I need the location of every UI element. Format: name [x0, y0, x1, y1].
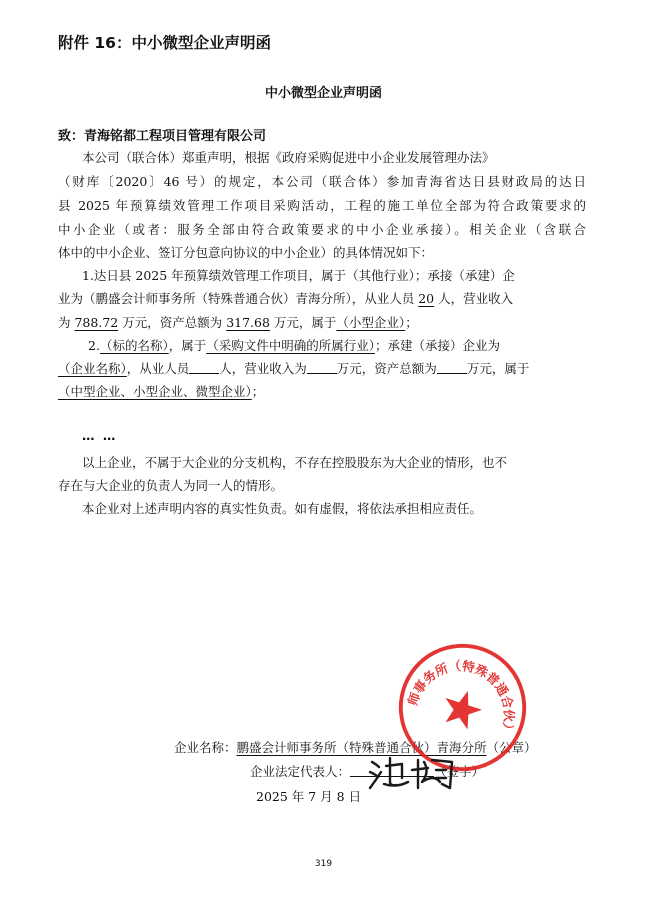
item2-line-2: （企业名称），从业人员 人，营业收入为 万元，资产总额为 万元，属于: [58, 361, 530, 376]
svg-text:鹏盛会计师事务所（特殊普通合伙）青海分所: [395, 640, 530, 738]
ellipsis: … …: [82, 428, 118, 443]
closing-line-2: 存在与大企业的负责人为同一人的情形。: [58, 478, 284, 493]
enterprise-types: （中型企业、小型企业、微型企业）: [58, 384, 252, 399]
seal-lettering: 鹏盛会计师事务所（特殊普通合伙）青海分所: [404, 658, 517, 738]
company-name: 鹏盛会计师事务所（特殊普通合伙）青海分所: [236, 740, 487, 755]
revenue-blank: [307, 360, 337, 374]
signing-date: 2025 年 7 月 8 日: [256, 789, 362, 804]
legal-rep-line: 企业法定代表人： （签字）: [250, 764, 485, 779]
closing-line-1: 以上企业，不属于大企业的分支机构，不存在控股股东为大企业的情形，也不: [82, 455, 508, 470]
intro-line-2: （财库〔2020〕46 号）的规定，本公司（联合体）参加青海省达日县财政局的达日: [58, 174, 586, 189]
intro-line-1: 本公司（联合体）郑重声明，根据《政府采购促进中小企业发展管理办法》: [82, 150, 495, 165]
item2-line-1: 2.（标的名称），属于（采购文件中明确的所属行业）；承建（承接）企业为: [88, 338, 500, 353]
intro-line-3: 县 2025 年预算绩效管理工作项目采购活动，工程的施工单位全部为符合政策要求的: [58, 198, 586, 213]
item1-line-1: 1.达日县 2025 年预算绩效管理工作项目，属于（其他行业）；承接（承建）企: [82, 268, 515, 283]
item1-line-2: 业为（鹏盛会计师事务所（特殊普通合伙）青海分所），从业人员 20 人，营业收入: [58, 291, 514, 306]
staff-blank: [189, 360, 219, 374]
enterprise-category: （小型企业）: [336, 315, 406, 330]
item1-line-3: 为 788.72 万元，资产总额为 317.68 万元，属于（小型企业）；: [58, 315, 418, 330]
staff-count: 20: [418, 291, 435, 306]
intro-line-5: 体中的中小企业、签订分包意向协议的中小企业）的具体情况如下：: [58, 245, 434, 260]
document-title: 中小微型企业声明函: [264, 86, 382, 101]
page-number: 319: [314, 859, 333, 869]
revenue-value: 788.72: [74, 315, 119, 330]
assets-blank: [437, 360, 467, 374]
company-placeholder: （企业名称）: [58, 361, 127, 376]
seal-star-icon: [438, 685, 486, 732]
attachment-title: 附件 16：中小微型企业声明函: [58, 34, 271, 52]
industry-name: （采购文件中明确的所属行业）: [206, 338, 375, 353]
assets-value: 317.68: [226, 315, 270, 330]
addressee: 致：青海铭都工程项目管理有限公司: [58, 129, 267, 144]
handwritten-signature: [366, 752, 458, 794]
responsibility-statement: 本企业对上述声明内容的真实性负责。如有虚假，将依法承担相应责任。: [82, 501, 483, 516]
intro-line-4: 中小企业（或者：服务全部由符合政策要求的中小企业承接）。相关企业（含联合: [58, 222, 586, 237]
item2-line-3: （中型企业、小型企业、微型企业）；: [58, 384, 265, 399]
company-signature-line: 企业名称：鹏盛会计师事务所（特殊普通合伙）青海分所（公章）: [174, 740, 537, 755]
subject-name: （标的名称）: [99, 338, 169, 353]
